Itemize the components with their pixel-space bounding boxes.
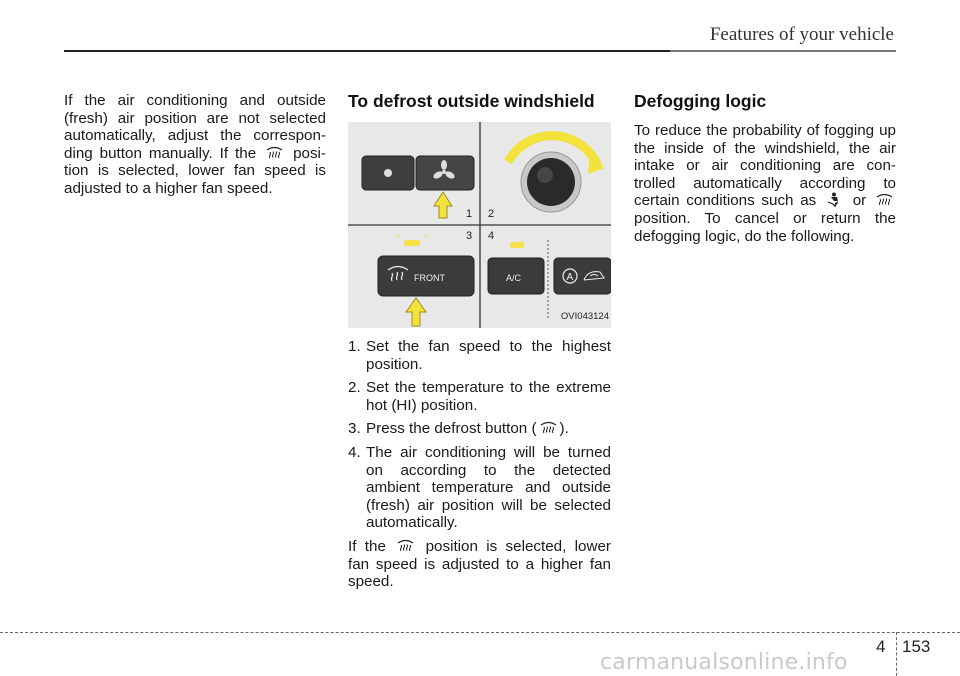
header-rule — [64, 50, 670, 52]
list-item: 3. Press the defrost button ( ). — [348, 420, 569, 438]
figure-label-3: 3 — [466, 230, 473, 242]
footer-rule — [0, 632, 960, 633]
list-item: 4. The air conditioning will be turned on according to the detected ambient temperature and outside (fresh) air position will be selected automatically. — [348, 443, 611, 532]
defrost-icon — [875, 192, 894, 207]
floor-defrost-icon — [825, 192, 844, 207]
footer-divider — [896, 632, 897, 676]
list-item: 2. Set the temperature to the extreme hot (HI) position. — [348, 379, 611, 414]
section-title-defrost: To defrost outside windshield — [348, 91, 595, 111]
figure-label-1: 1 — [466, 208, 473, 220]
middle-column — [348, 90, 611, 591]
climate-control-figure — [348, 122, 611, 328]
section-title-defogging: Defogging logic — [634, 91, 767, 111]
front-button-label: FRONT — [414, 273, 445, 283]
defrost-steps — [348, 338, 611, 532]
defrost-icon — [265, 145, 284, 160]
page-header-title: Features of your vehicle — [709, 24, 894, 45]
figure-label-4: 4 — [488, 230, 495, 242]
defrost-icon — [539, 420, 558, 435]
header-rule-light — [670, 50, 896, 52]
climate-panel-illustration — [348, 122, 611, 328]
ac-button-label: A/C — [506, 273, 522, 283]
chapter-number: 4 — [876, 637, 886, 656]
figure-code: OVI043124 — [560, 311, 609, 323]
auto-button-label: A — [566, 272, 574, 283]
defrost-icon — [396, 538, 415, 553]
watermark: carmanualsonline.info — [600, 650, 848, 675]
left-column — [64, 90, 326, 198]
defrost-closing-paragraph: If the position is selected, lower fan speed is adjusted to a higher fan speed. — [348, 537, 611, 591]
list-item: 1. Set the fan speed to the highest position. — [348, 338, 611, 373]
figure-label-2: 2 — [488, 208, 495, 220]
defogging-paragraph: To reduce the probability of fogging up the inside of the windshield, the air intake or air conditioning are con-trolled automatically according to certain conditions such as or position. To cancel or return the defogging logic, do the following. — [634, 122, 896, 245]
page-number: 153 — [902, 637, 931, 656]
right-column — [634, 90, 896, 245]
left-paragraph: If the air conditioning and outside (fresh) air position are not selected automatically, adjust the correspon-ding button manually. If the posi-tion is selected, lower fan speed is adjusted to a higher fan speed. — [64, 92, 326, 197]
